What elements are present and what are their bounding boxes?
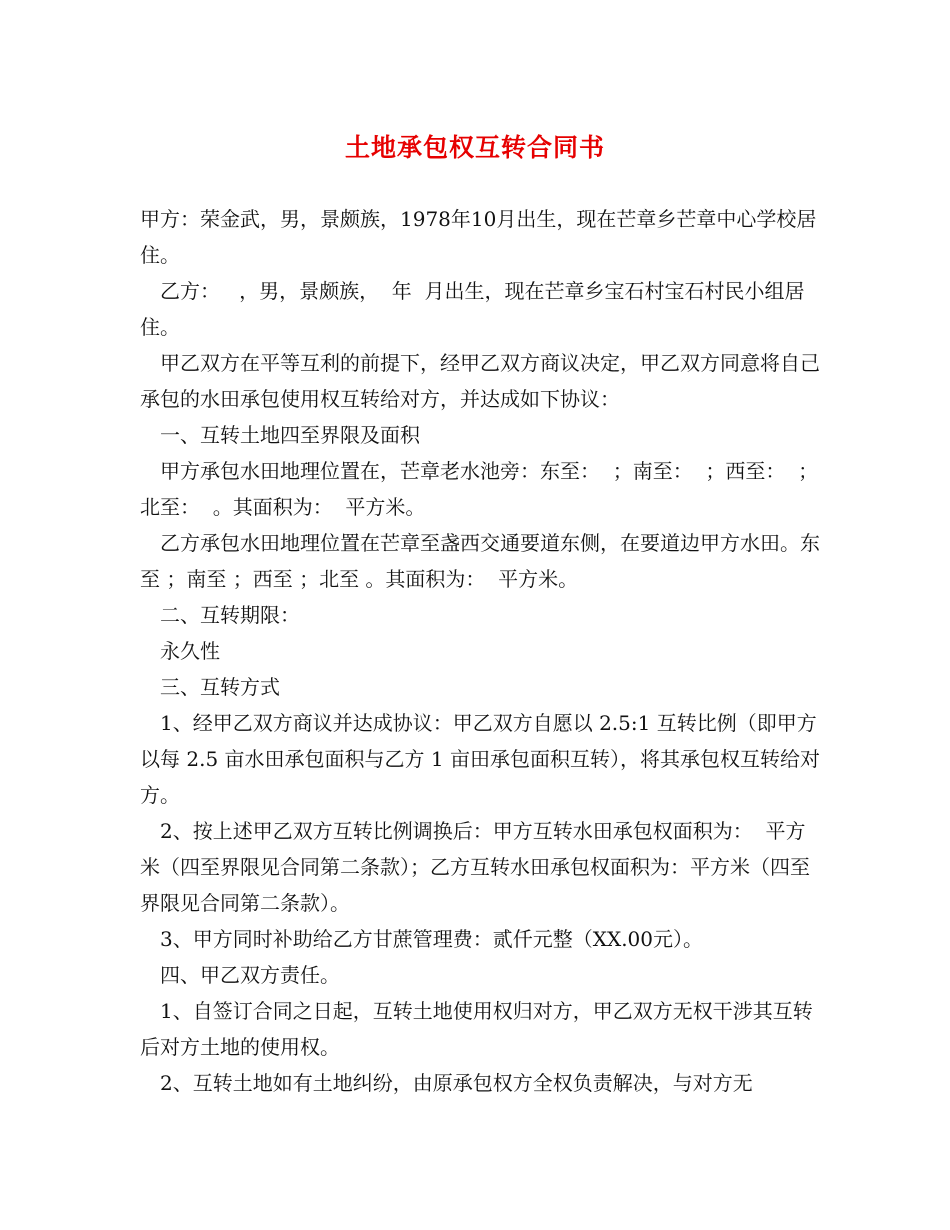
section-heading-1: 一、互转土地四至界限及面积 — [160, 423, 420, 447]
party-a-paragraph: 甲方：荣金武，男，景颇族，1978年10月出生，现在芒章乡芒章中心学校居住。 — [140, 207, 817, 267]
responsibility-item-2: 2、互转土地如有土地纠纷，由原承包权方全权负责解决，与对方无 — [160, 1071, 753, 1095]
party-b-paragraph: 乙方： ，男，景颇族， 年 月出生，现在芒章乡宝石村宝石村民小组居住。 — [140, 279, 805, 339]
method-item-2: 2、按上述甲乙双方互转比例调换后：甲方互转水田承包权面积为： 平方米（四至界限见合同第二条款）；乙方互转水田承包权面积为：平方米（四至界限见合同第二条款）。 — [140, 819, 810, 915]
party-b-land-paragraph: 乙方承包水田地理位置在芒章至盏西交通要道东侧，在要道边甲方水田。东至 ；南至 ；西至 ；北至 。其面积为： 平方米。 — [140, 531, 820, 591]
section-heading-4: 四、甲乙双方责任。 — [160, 963, 340, 987]
method-item-3: 3、甲方同时补助给乙方甘蔗管理费：贰仟元整（XX.00元）。 — [160, 927, 704, 951]
intro-paragraph: 甲乙双方在平等互利的前提下，经甲乙双方商议决定，甲乙双方同意将自己承包的水田承包使用权互转给对方，并达成如下协议： — [140, 351, 820, 411]
party-a-land-paragraph: 甲方承包水田地理位置在，芒章老水池旁：东至： ；南至： ；西至： ；北至： 。其面积为： 平方米。 — [140, 459, 819, 519]
document-title: 土地承包权互转合同书 — [344, 133, 605, 162]
document-body — [140, 201, 820, 1101]
responsibility-item-1: 1、自签订合同之日起，互转土地使用权归对方，甲乙双方无权干涉其互转后对方土地的使用权。 — [140, 999, 813, 1059]
section-heading-2: 二、互转期限： — [160, 603, 300, 627]
method-item-1: 1、经甲乙双方商议并达成协议：甲乙双方自愿以 2.5:1 互转比例（即甲方以每 2.5 亩水田承包面积与乙方 1 亩田承包面积互转），将其承包权互转给对方。 — [140, 711, 820, 807]
section-heading-3: 三、互转方式 — [160, 675, 280, 699]
term-paragraph: 永久性 — [160, 639, 220, 663]
